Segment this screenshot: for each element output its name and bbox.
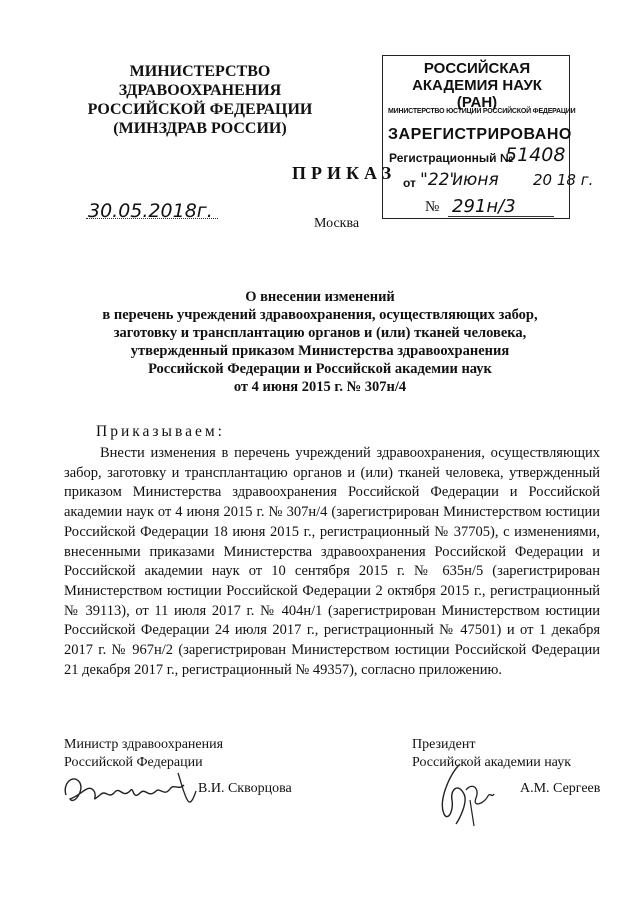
date-underline	[86, 218, 218, 219]
document-type: ПРИКАЗ	[292, 163, 397, 183]
order-body: Внести изменения в перечень учреждений здравоохранения, осуществляющих забор, заготовку и трансплантацию органов и (или) тканей человека, утвержденный приказом Министерства здравоохранения Российской Федерации и Российской академии наук от 4 июня 2015 г. № 307н/4 (зарегистрирован Министерством юстиции Российской Федерации 18 июня 2015 г., регистрационный № 37705), с изменениями, внесенными приказами Министерства здравоохранения Российской Федерации и Российской академии наук от 10 сентября 2015 г. № 635н/5 (зарегистрирован Министерством юстиции Российской Федерации 2 октября 2015 г., регистрационный № 39113), от 11 июля 2017 г. № 404н/1 (зарегистрирован Министерством юстиции Российской Федерации 24 июля 2017 г., регистрационный № 47501) и от 1 декабря 2017 г. № 967н/2 (зарегистрирован Министерством юстиции Российской Федерации 21 декабря 2017 г., регистрационный № 49357), согласно приложению.	[64, 445, 600, 678]
stamp-registered: ЗАРЕГИСТРИРОВАНО	[388, 126, 572, 143]
stamp-date-day: "22"	[420, 170, 458, 190]
ministry-line: ЗДРАВООХРАНЕНИЯ	[118, 82, 282, 99]
position-line: Российской Федерации	[64, 755, 203, 770]
ministry-line: РОССИЙСКОЙ ФЕДЕРАЦИИ	[87, 101, 313, 118]
ministry-line: (МИНЗДРАВ РОССИИ)	[113, 120, 287, 137]
left-signatory-name: В.И. Скворцова	[198, 781, 292, 796]
number-underline	[448, 216, 554, 217]
title-line: утвержденный приказом Министерства здравоохранения	[130, 343, 510, 359]
title-line: заготовку и трансплантацию органов и (или) тканей человека,	[113, 325, 527, 341]
ministry-header	[60, 62, 340, 138]
stamp-date-prefix: от	[403, 176, 416, 190]
number-sign: №	[425, 199, 440, 215]
title-line: в перечень учреждений здравоохранения, осуществляющих забор,	[102, 307, 538, 323]
stamp-reg-number: 51408	[505, 144, 566, 166]
position-line: Президент	[412, 737, 476, 752]
position-line: Российской академии наук	[412, 755, 571, 770]
stamp-date-year: 20 18 г.	[533, 171, 594, 189]
handwritten-signature-left	[60, 765, 200, 815]
title-line: Российской Федерации и Российской академии наук	[148, 361, 492, 377]
stamp-academy-line: (РАН)	[456, 94, 498, 111]
document-city: Москва	[314, 216, 360, 231]
ministry-line: МИНИСТЕРСТВО	[129, 63, 271, 80]
document-number: 291н/3	[452, 196, 516, 217]
title-line: от 4 июня 2015 г. № 307н/4	[233, 379, 407, 395]
stamp-academy-line: АКАДЕМИЯ НАУК	[412, 77, 542, 94]
order-word: Приказываем:	[96, 423, 225, 440]
document-title	[40, 288, 600, 396]
stamp-academy	[392, 60, 562, 111]
right-signatory-name: А.М. Сергеев	[520, 781, 601, 796]
stamp-justice-line: МИНИСТЕРСТВО ЮСТИЦИИ РОССИЙСКОЙ ФЕДЕРАЦИИ	[388, 108, 576, 115]
stamp-academy-line: РОССИЙСКАЯ	[423, 60, 531, 77]
position-line: Министр здравоохранения	[64, 737, 224, 752]
document-date: 30.05.2018г.	[88, 200, 213, 222]
title-line: О внесении изменений	[245, 289, 395, 305]
stamp-date-month: июня	[452, 170, 499, 190]
stamp-reg-number-label: Регистрационный №	[389, 151, 514, 165]
handwritten-signature-right	[430, 760, 500, 830]
